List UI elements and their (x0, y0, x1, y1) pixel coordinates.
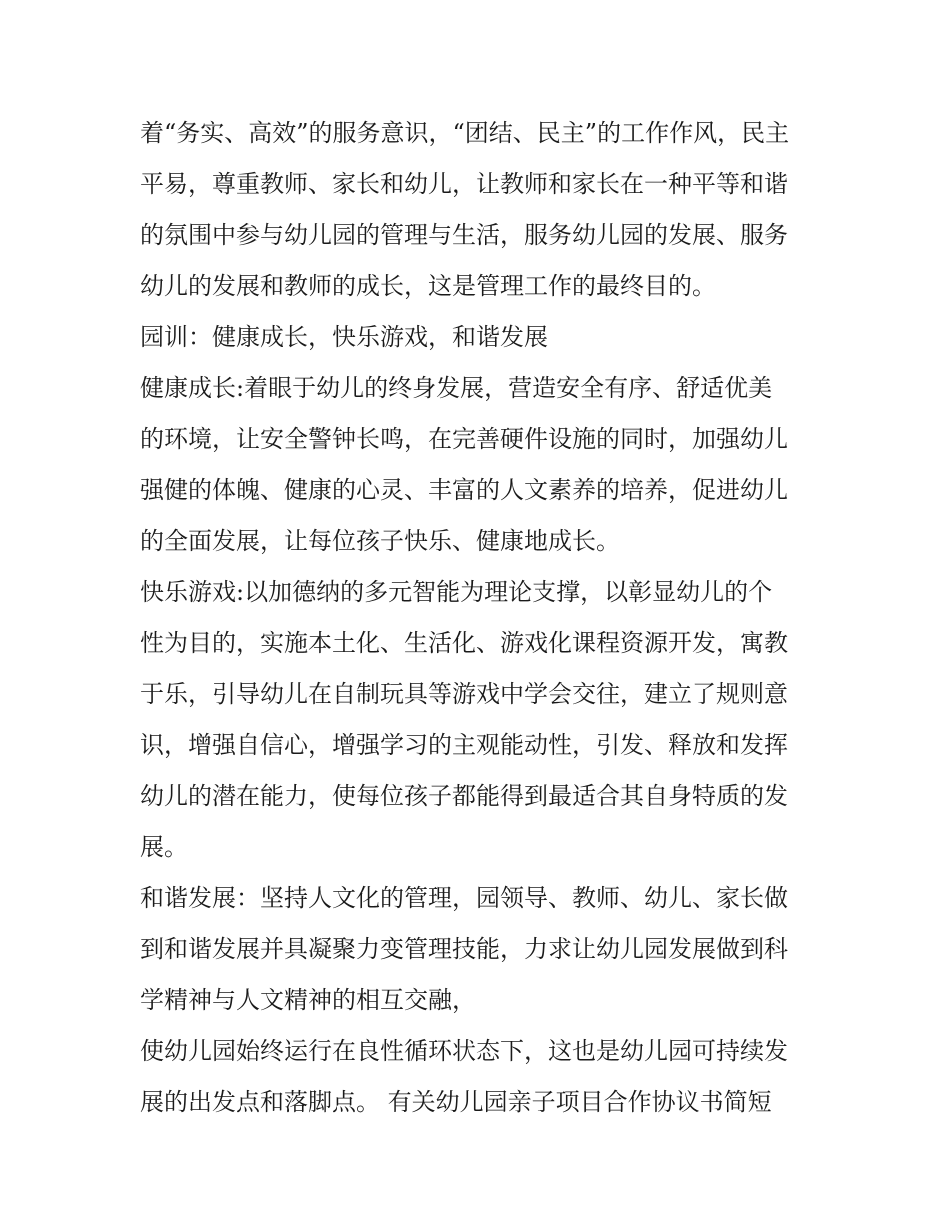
paragraph-sustainable-development (140, 1026, 820, 1128)
paragraph-harmonious-development (140, 873, 820, 1026)
text-line: 幼儿的发展和教师的成长，这是管理工作的最终目的。 (140, 272, 716, 300)
text-line: 性为目的，实施本土化、生活化、游戏化课程资源开发，寓教 (140, 629, 788, 657)
text-line: 展的出发点和落脚点。 有关幼儿园亲子项目合作协议书简短 (140, 1088, 772, 1116)
text-line: 着“务实、高效”的服务意识，“团结、民主”的工作作风，民主 (140, 119, 790, 147)
paragraph-healthy-growth (140, 363, 820, 567)
text-line: 学精神与人文精神的相互交融， (140, 986, 476, 1014)
text-line: 到和谐发展并具凝聚力变管理技能，力求让幼儿园发展做到科 (140, 935, 788, 963)
body-text (140, 108, 820, 1128)
paragraph-motto (140, 312, 820, 363)
text-line: 的全面发展，让每位孩子快乐、健康地成长。 (140, 527, 620, 555)
text-line: 于乐，引导幼儿在自制玩具等游戏中学会交往，建立了规则意 (140, 680, 788, 708)
text-line: 园训：健康成长，快乐游戏，和谐发展 (140, 323, 548, 351)
text-line: 健康成长:着眼于幼儿的终身发展，营造安全有序、舒适优美 (140, 374, 773, 402)
text-line: 平易，尊重教师、家长和幼儿，让教师和家长在一种平等和谐 (140, 170, 788, 198)
text-line: 使幼儿园始终运行在良性循环状态下，这也是幼儿园可持续发 (140, 1037, 788, 1065)
text-line: 强健的体魄、健康的心灵、丰富的人文素养的培养，促进幼儿 (140, 476, 788, 504)
paragraph-management-attitude (140, 108, 820, 312)
text-line: 幼儿的潜在能力，使每位孩子都能得到最适合其自身特质的发 (140, 782, 788, 810)
text-line: 的氛围中参与幼儿园的管理与生活，服务幼儿园的发展、服务 (140, 221, 788, 249)
paragraph-happy-games (140, 567, 820, 873)
text-line: 快乐游戏:以加德纳的多元智能为理论支撑，以彰显幼儿的个 (140, 578, 773, 606)
text-line: 识，增强自信心，增强学习的主观能动性，引发、释放和发挥 (140, 731, 788, 759)
text-line: 和谐发展：坚持人文化的管理，园领导、教师、幼儿、家长做 (140, 884, 788, 912)
text-line: 展。 (140, 833, 188, 861)
text-line: 的环境，让安全警钟长鸣，在完善硬件设施的同时，加强幼儿 (140, 425, 788, 453)
